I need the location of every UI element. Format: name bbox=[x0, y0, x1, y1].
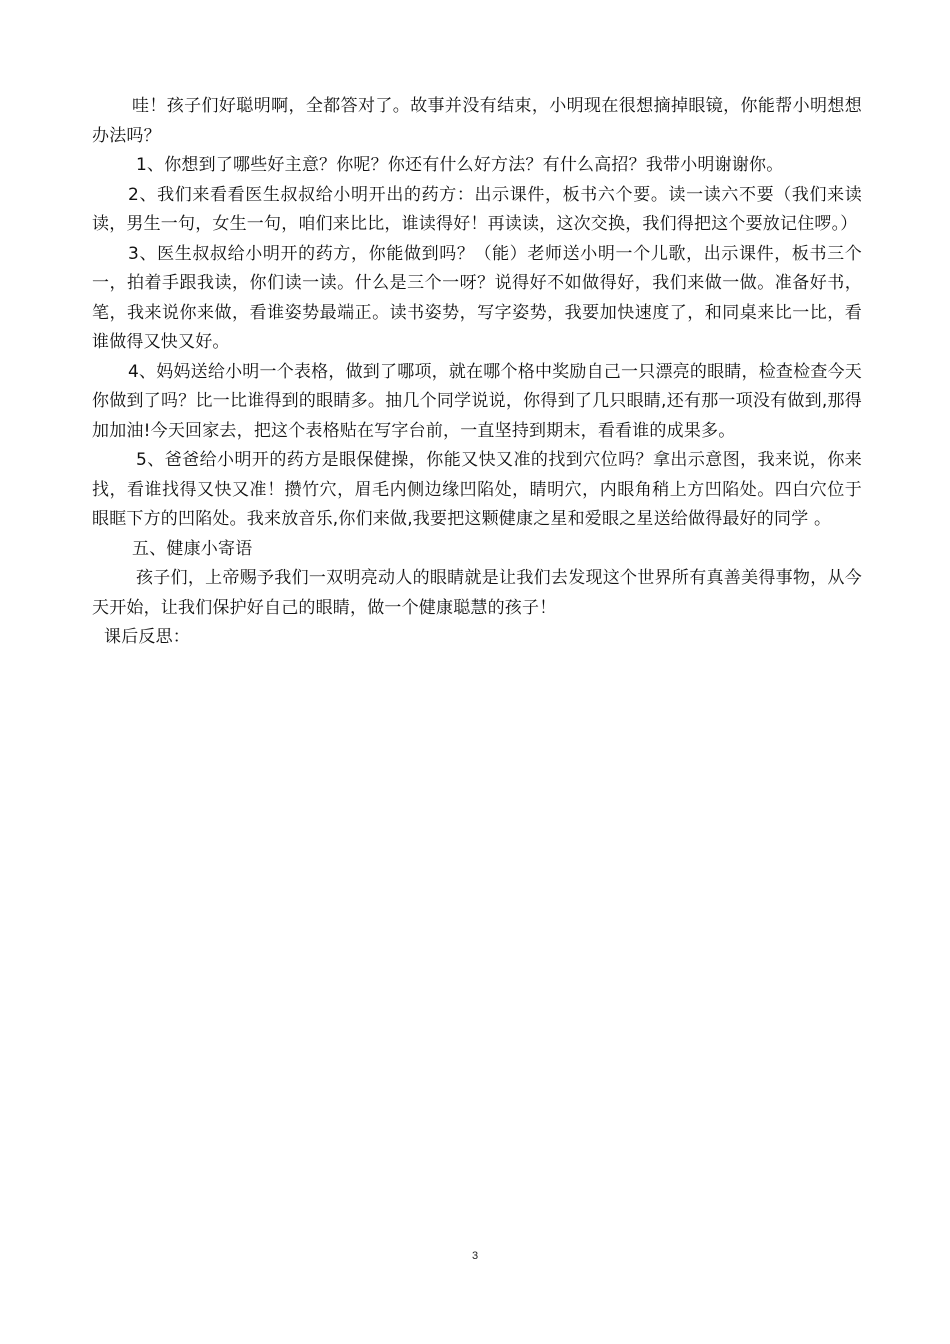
reflection-label: 课后反思： bbox=[104, 627, 190, 647]
paragraph-item-2: 2、我们来看看医生叔叔给小明开出的药方：出示课件，板书六个要。读一读六不要（我们来读读，男生一句，女生一句，咱们来比比，谁读得好！再读读，这次交换，我们得把这个要放记住啰。） bbox=[92, 184, 862, 234]
paragraph-item-3: 3、医生叔叔给小明开的药方，你能做到吗？（能）老师送小明一个儿歌，出示课件，板书三个一，拍着手跟我读，你们读一读。什么是三个一呀？说得好不如做得好，我们来做一做。准备好书，笔，我来说你来做，看谁姿势最端正。读书姿势，写字姿势，我要加快速度了，和同桌来比一比，看谁做得又快又好。 bbox=[92, 243, 862, 352]
paragraph-item-4: 4、妈妈送给小明一个表格，做到了哪项，就在哪个格中奖励自己一只漂亮的眼睛，检查检查今天你做到了吗？比一比谁得到的眼睛多。抽几个同学说说，你得到了几只眼睛,还有那一项没有做到,那得加加油!今天回家去，把这个表格贴在写字台前，一直坚持到期末，看看谁的成果多。 bbox=[92, 361, 862, 441]
paragraph-intro: 哇！孩子们好聪明啊，全都答对了。故事并没有结束，小明现在很想摘掉眼镜，你能帮小明想想办法吗？ bbox=[92, 96, 862, 146]
paragraph-item-5: 5、爸爸给小明开的药方是眼保健操，你能又快又准的找到穴位吗？拿出示意图，我来说，你来找，看谁找得又快又准！攒竹穴，眉毛内侧边缘凹陷处，睛明穴，内眼角稍上方凹陷处。四白穴位于眼眶下方的凹陷处。我来放音乐,你们来做,我要把这颗健康之星和爱眼之星送给做得最好的同学 。 bbox=[92, 450, 862, 529]
page-number: 3 bbox=[471, 1250, 479, 1262]
section-heading-health-message: 五、健康小寄语 bbox=[132, 538, 253, 559]
paragraph-health-message: 孩子们，上帝赐予我们一双明亮动人的眼睛就是让我们去发现这个世界所有真善美得事物，从今天开始，让我们保护好自己的眼睛，做一个健康聪慧的孩子！ bbox=[92, 568, 862, 618]
paragraph-item-1: 1、你想到了哪些好主意？你呢？你还有什么好方法？有什么高招？我带小明谢谢你。 bbox=[136, 155, 784, 175]
document-body bbox=[92, 92, 862, 653]
